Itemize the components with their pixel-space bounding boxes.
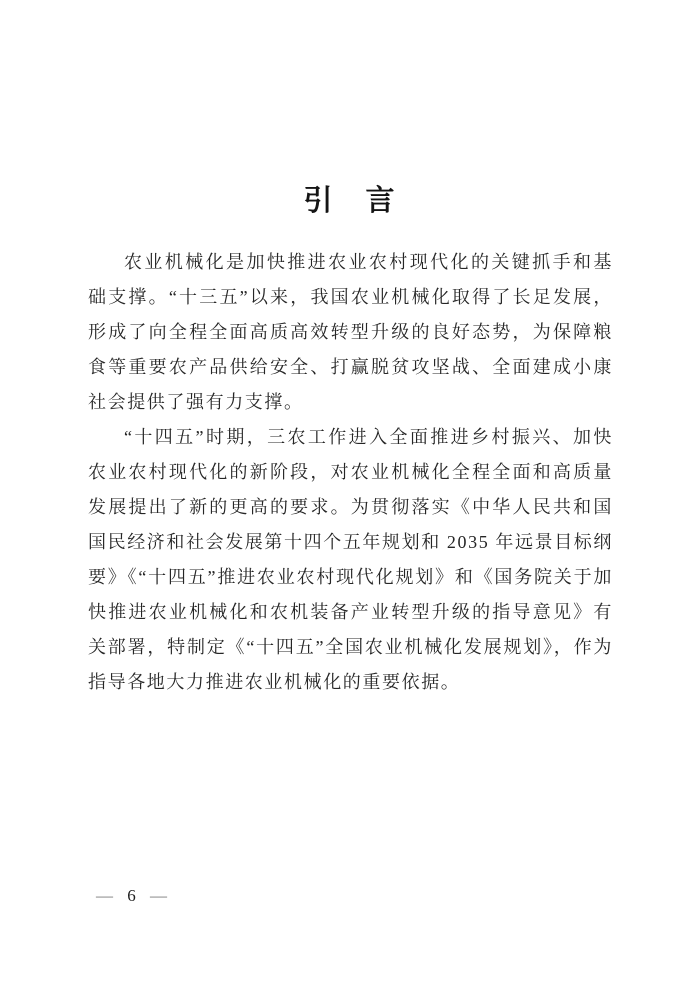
page-title: 引 言 — [303, 185, 397, 217]
page-footer — [96, 884, 167, 908]
document-body — [88, 245, 613, 700]
footer-dash-left: — — [96, 886, 113, 905]
paragraph-intro-2: “十四五”时期，三农工作进入全面推进乡村振兴、加快农业农村现代化的新阶段，对农业机械化全程全面和高质量发展提出了新的更高的要求。为贯彻落实《中华人民共和国国民经济和社会发展第十四个五年规划和 2035 年远景目标纲要》《“十四五”推进农业农村现代化规划》和《国务院关于加快推进农业机械化和农机装备产业转型升级的指导意见》有关部署，特制定《“十四五”全国农业机械化发展规划》，作为指导各地大力推进农业机械化的重要依据。 — [88, 427, 613, 692]
page-number: 6 — [127, 886, 136, 905]
footer-dash-right: — — [150, 886, 167, 905]
paragraph-intro-1: 农业机械化是加快推进农业农村现代化的关键抓手和基础支撑。“十三五”以来，我国农业机械化取得了长足发展，形成了向全程全面高质高效转型升级的良好态势，为保障粮食等重要农产品供给安全、打赢脱贫攻坚战、全面建成小康社会提供了强有力支撑。 — [88, 252, 613, 412]
